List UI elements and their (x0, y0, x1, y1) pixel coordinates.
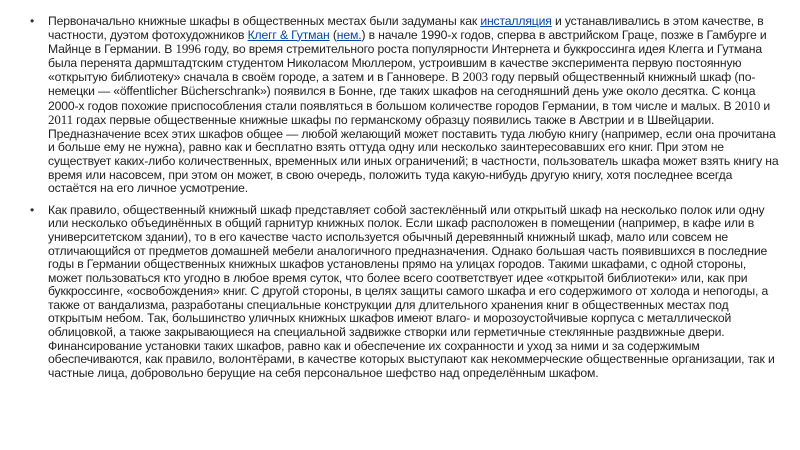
text-segment: ( (329, 27, 337, 42)
paragraph-design (30, 204, 782, 381)
text-segment: году первый общественный книжный шкаф (по-немецки — «öffentlicher Bücherschrank») появился в Бонне, где таких шкафов на сегодняшний день уже около десятка. С конца 2000-х годов похожие приспособления стали появляться в большом количестве городов Германии, в том числе и малых. В (48, 70, 756, 113)
year-2010: 2010 (734, 97, 761, 113)
link-clegg-guttmann[interactable]: Клегг & Гутман (247, 27, 330, 42)
link-installation[interactable]: инсталляция (480, 14, 552, 28)
text-segment: и (760, 98, 771, 113)
text-segment: годах первые общественные книжные шкафы по германскому образцу появились также в Австрии и в Швейцарии. Предназначение всех этих шкафов общее — любой желающий может поставить туда любую книгу (например, если она прочитана и больше ему не нужна), равно как и бесплатно взять оттуда одну или несколько заинтересовавших его книг. При этом не существует каких-либо количественных, временных или иных ограничений; в частности, пользователь шкафа может взять книгу на время или насовсем, при этом он может, в свою очередь, положить туда какую-нибудь другую книгу, хотя последнее всегда остаётся на его личное усмотрение. (48, 113, 779, 196)
text-segment: ) в начале 1990-х годов, сперва в австрийском Граце, позже в Гамбурге и Майнце в Германии. В (48, 27, 767, 57)
bullet-list (30, 15, 782, 388)
paragraph-history (30, 15, 782, 196)
year-2011: 2011 (48, 112, 73, 128)
text-segment: году, во время стремительного роста популярности Интернета и буккроссинга идея Клегга и Гутмана была перенята дармштадтским студентом Николасом Мюллером, устроившим в качестве эксперимента первую постоянную «открытую библиотеку» сначала в своём городе, а затем и в Ганновере. В (48, 42, 762, 85)
text-segment: Как правило, общественный книжный шкаф представляет собой застеклённый или открытый шкаф на несколько полок или одну или несколько объединённых в общий гарнитур книжных полок. Если шкаф расположен в помещении (например, в кафе или в университетском здании), то в его качестве часто используется обычный деревянный книжный шкаф, мало или совсем не отличающийся от предметов домашней мебели аналогичного предназначения. Однако большая часть появившихся в последние годы в Германии общественных книжных шкафов установлены прямо на улицах городов. Такими шкафами, с одной стороны, может пользоваться кто угодно в любое время суток, что более всего соответствует идее «открытой библиотеки» или, как при буккроссинге, «освобождения» книг. С другой стороны, в целях защиты самого шкафа и его содержимого от холода и непогоды, а также от вандализма, разработаны специальные конструкции для длительного хранения книг в общественных местах под открытым небом. Так, большинство уличных книжных шкафов имеют влаго- и морозоустойчивые корпуса с металлической облицовкой, а также закрывающиеся на специальной задвижке створки или герметичные стеклянные раздвижные двери. Финансирование установки таких шкафов, равно как и обеспечение их сохранности и уход за ними и за содержимым обеспечиваются, как правило, волонтёрами, в качестве которых выступают как некоммерческие общественные организации, так и частные лица, добровольно берущие на себя персональное шефство над определённым шкафом. (48, 202, 775, 380)
link-german-lang[interactable]: нем. (336, 27, 362, 42)
text-segment: и устанавливались в этом качестве, в частности, дуэтом фотохудожников (48, 14, 764, 42)
year-2003: 2003 (462, 69, 489, 85)
year-1996: 1996 (175, 41, 201, 57)
text-segment: Первоначально книжные шкафы в общественных местах были задуманы как (48, 14, 481, 28)
